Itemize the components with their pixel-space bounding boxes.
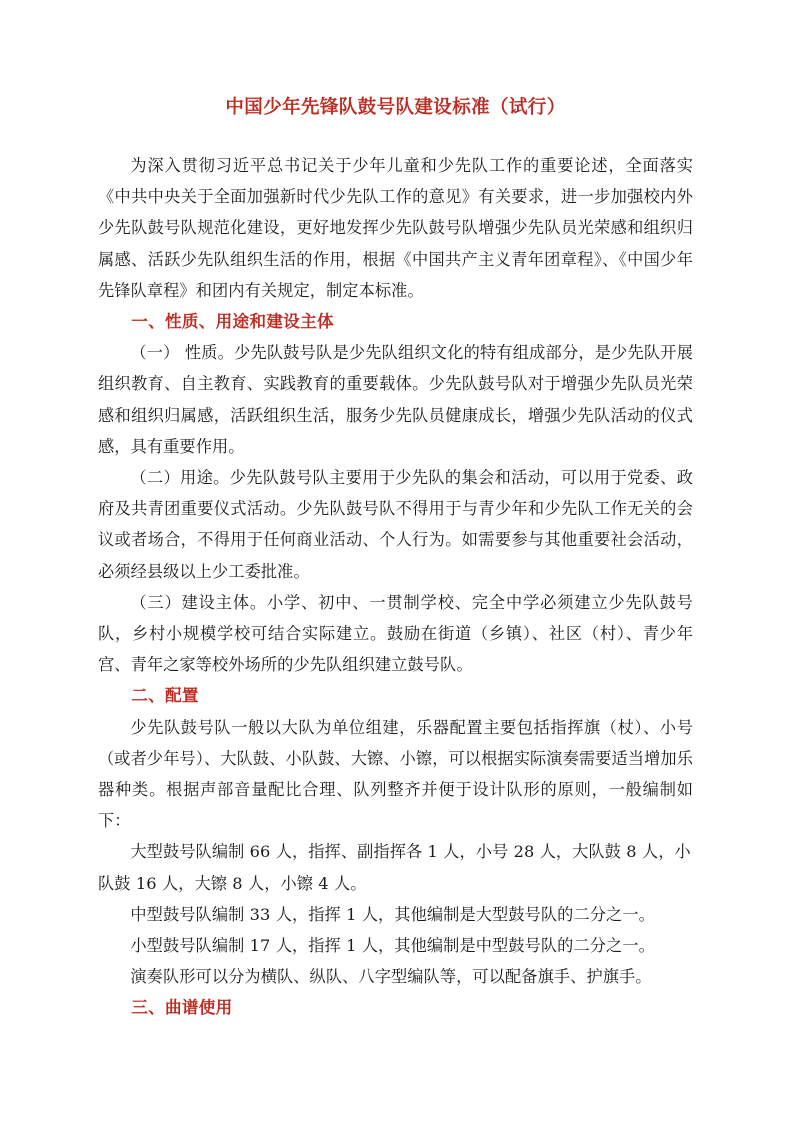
- document-content-flow: [98, 150, 693, 1024]
- paragraph-usage: （二）用途。少先队鼓号队主要用于少先队的集会和活动，可以用于党委、政府及共青团重要仪式活动。少先队鼓号队不得用于与青少年和少先队工作无关的会议或者场合，不得用于任何商业活动、个人行为。如需要参与其他重要社会活动，必须经县级以上少工委批准。: [98, 468, 693, 581]
- paragraph-configuration-intro: 少先队鼓号队一般以大队为单位组建，乐器配置主要包括指挥旗（杖）、小号（或者少年号）、大队鼓、小队鼓、大镲、小镲，可以根据实际演奏需要适当增加乐器种类。根据声部音量配比合理、队列整齐并便于设计队形的原则，一般编制如下：: [98, 717, 693, 831]
- paragraph-large-band-roster: 大型鼓号队编制 66 人，指挥、副指挥各 1 人，小号 28 人，大队鼓 8 人，小队鼓 16 人，大镲 8 人，小镲 4 人。: [98, 842, 691, 893]
- section-heading-two: 二、配置: [131, 685, 199, 706]
- paragraph-formation: 演奏队形可以分为横队、纵队、八字型编队等，可以配备旗手、护旗手。: [130, 967, 652, 987]
- paragraph-preamble: 为深入贯彻习近平总书记关于少年儿童和少先队工作的重要论述，全面落实《中共中央关于全面加强新时代少先队工作的意见》有关要求，进一步加强校内外少先队鼓号队规范化建设，更好地发挥少先队鼓号队增强少先队员光荣感和组织归属感、活跃少先队组织生活的作用，根据《中国共产主义青年团章程》、《中国少年先锋队章程》和团内有关规定，制定本标准。: [98, 156, 693, 300]
- section-heading-three: 三、曲谱使用: [131, 997, 233, 1018]
- paragraph-medium-band-roster: 中型鼓号队编制 33 人，指挥 1 人，其他编制是大型鼓号队的二分之一。: [130, 904, 655, 924]
- page-title-text: 中国少年先锋队鼓号队建设标准（试行）: [225, 97, 566, 118]
- page-title: [98, 96, 693, 120]
- paragraph-small-band-roster: 小型鼓号队编制 17 人，指挥 1 人，其他编制是中型鼓号队的二分之一。: [130, 936, 655, 956]
- section-heading-one: 一、性质、用途和建设主体: [131, 311, 334, 332]
- paragraph-construction-subject: （三）建设主体。小学、初中、一贯制学校、完全中学必须建立少先队鼓号队，乡村小规模学校可结合实际建立。鼓励在街道（乡镇）、社区（村）、青少年宫、青年之家等校外场所的少先队组织建立鼓号队。: [98, 592, 693, 675]
- paragraph-nature: （一） 性质。少先队鼓号队是少先队组织文化的特有组成部分，是少先队开展组织教育、自主教育、实践教育的重要载体。少先队鼓号队对于增强少先队员光荣感和组织归属感，活跃组织生活，服务少先队员健康成长，增强少先队活动的仪式感，具有重要作用。: [98, 343, 693, 456]
